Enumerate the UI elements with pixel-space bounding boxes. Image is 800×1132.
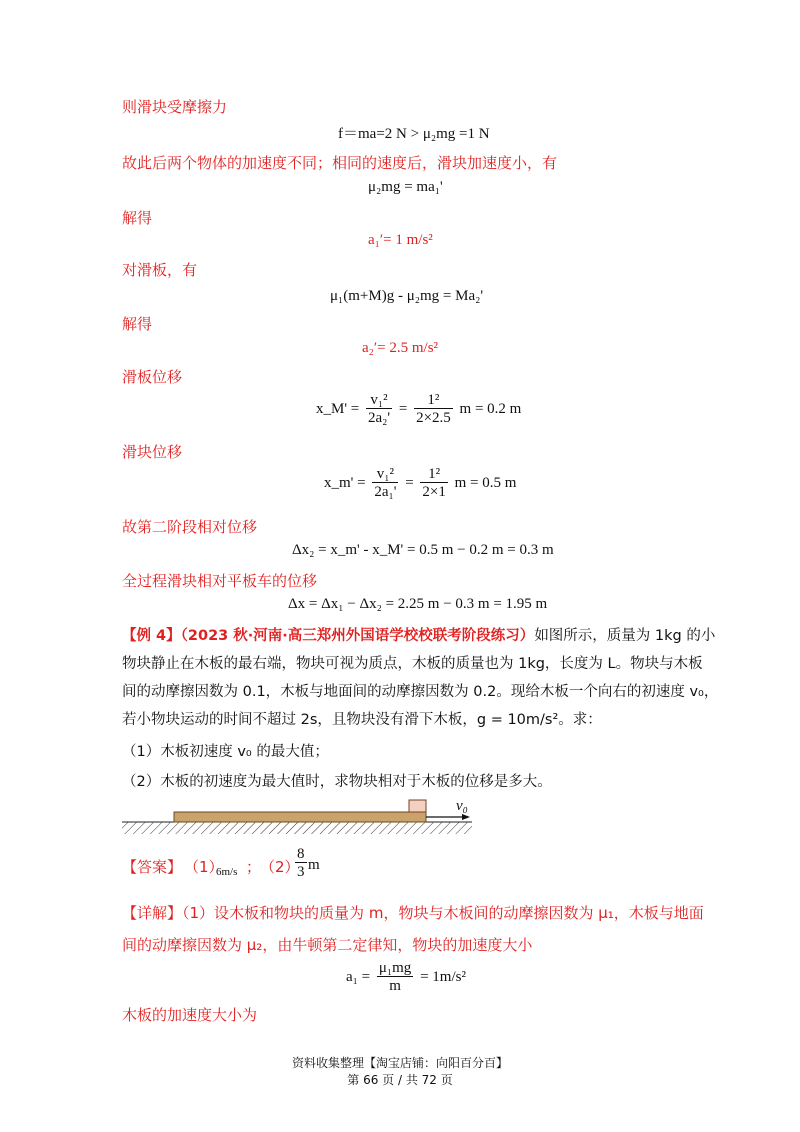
example-tag: 【例 4】 [122,628,181,644]
equation: a₁′= 1 m/s² [368,232,433,248]
text-line: 滑块位移 [122,443,183,461]
arrow-head-icon [462,814,470,820]
answer-value1: 6m/s [216,866,238,878]
text-line: 解得 [122,315,153,333]
denominator: 2a₁' [374,484,397,500]
detail-line: 木板的加速度大小为 [122,1006,258,1024]
detail-line-1 [122,902,704,923]
fraction [420,466,447,501]
detail-tag: 【详解】 [122,904,183,922]
eq-left: x_M' = [316,400,360,417]
equation-fraction [346,960,466,995]
example-line-1 [122,622,715,650]
numerator: μ₁mg [378,960,412,976]
board [174,812,426,822]
answer-fraction [295,846,307,881]
equation: μ₁(m+M)g - μ₂mg = Ma₂' [330,288,484,304]
block [409,800,426,812]
ground-hatch [122,822,472,834]
numerator: 8 [297,846,305,862]
fraction [372,466,398,501]
denominator: 2×1 [422,484,446,500]
text-line: 则滑块受摩擦力 [122,98,228,116]
equation: a₂′= 2.5 m/s² [362,340,439,356]
answer-unit: m [308,857,320,873]
equation: Δx₂ = x_m' - x_M' = 0.5 m − 0.2 m = 0.3 m [292,542,554,558]
text-line: 对滑板，有 [122,261,198,279]
equation: Δx = Δx₁ − Δx₂ = 2.25 m − 0.3 m = 1.95 m [288,596,548,612]
answer-part1: （1） [184,858,224,876]
numerator: v₁² [366,392,392,409]
eq-right: m = 0.2 m [459,400,522,417]
question-2: （2）木板的初速度为最大值时，求物块相对于木板的位移是多大。 [122,774,552,790]
eq-right: = 1m/s² [420,968,466,985]
denominator: 2a₂' [368,410,391,426]
fraction [414,392,453,427]
eq-left: a₁ = [346,968,371,985]
text-line: 滑板位移 [122,368,183,386]
fraction [377,960,413,995]
equation: μ₂mg = ma₁' [368,179,443,195]
answer-part2: （2） [260,858,300,876]
answer-tag: 【答案】 [122,858,183,876]
question-1: （1）木板初速度 v₀ 的最大值； [122,744,329,760]
denominator: 2×2.5 [416,410,451,426]
denominator: 3 [297,864,305,880]
example-line: 若小物块运动的时间不超过 2s，且物块没有滑下木板，g = 10m/s²。求： [122,712,602,728]
example-source: （2023 秋·河南·高三郑州外国语学校校联考阶段练习） [180,628,535,644]
numerator: 1² [414,392,453,409]
footer-source: 资料收集整理【淘宝店铺：向阳百分百】 [291,1056,508,1070]
detail-line: 间的动摩擦因数为 μ₂，由牛顿第二定律知，物块的加速度大小 [122,936,533,954]
numerator: v₁² [372,466,398,483]
numerator: 1² [420,466,447,483]
answer-sep: ； [246,858,262,876]
denominator: m [389,978,401,994]
example-line: 间的动摩擦因数为 0.1，木板与地面间的动摩擦因数为 0.2。现给木板一个向右的初速度 v₀， [122,684,719,700]
text-line: 故此后两个物体的加速度不同；相同的速度后，滑块加速度小，有 [122,154,558,172]
v0-label: v₀ [456,798,468,814]
page-number: 第 66 页 / 共 72 页 [347,1073,453,1087]
equation-fraction: x_m' = $\frac{\text{v₁²}}{\text{2a₁'}}$ = $\frac{\text{1²}}{2\times 1}$ m = 0.5 m [324,466,517,500]
fraction [366,392,392,427]
board-block-diagram [120,796,480,840]
example-text: 如图所示，质量为 1kg 的小 [534,628,716,644]
detail-text: （1）设木板和物块的质量为 m，物块与木板间的动摩擦因数为 μ₁，木板与地面 [182,904,704,922]
text-line: 解得 [122,209,153,227]
eq-right: m = 0.5 m [454,474,517,491]
equation-fraction: x_M' = $\frac{\text{v₁²}}{\text{2a₂'}}$ = $\frac{\text{1²}}{2\times 2.5}$ m = 0.2 m [316,392,522,426]
example-line: 物块静止在木板的最右端，物块可视为质点，木板的质量也为 1kg，长度为 L。物块与木板 [122,656,703,672]
text-line: 故第二阶段相对位移 [122,518,258,536]
eq-left: x_m' = [324,474,366,491]
text-line: 全过程滑块相对平板车的位移 [122,572,318,590]
equation: f＝ma=2 N > μ₂mg =1 N [338,126,490,142]
